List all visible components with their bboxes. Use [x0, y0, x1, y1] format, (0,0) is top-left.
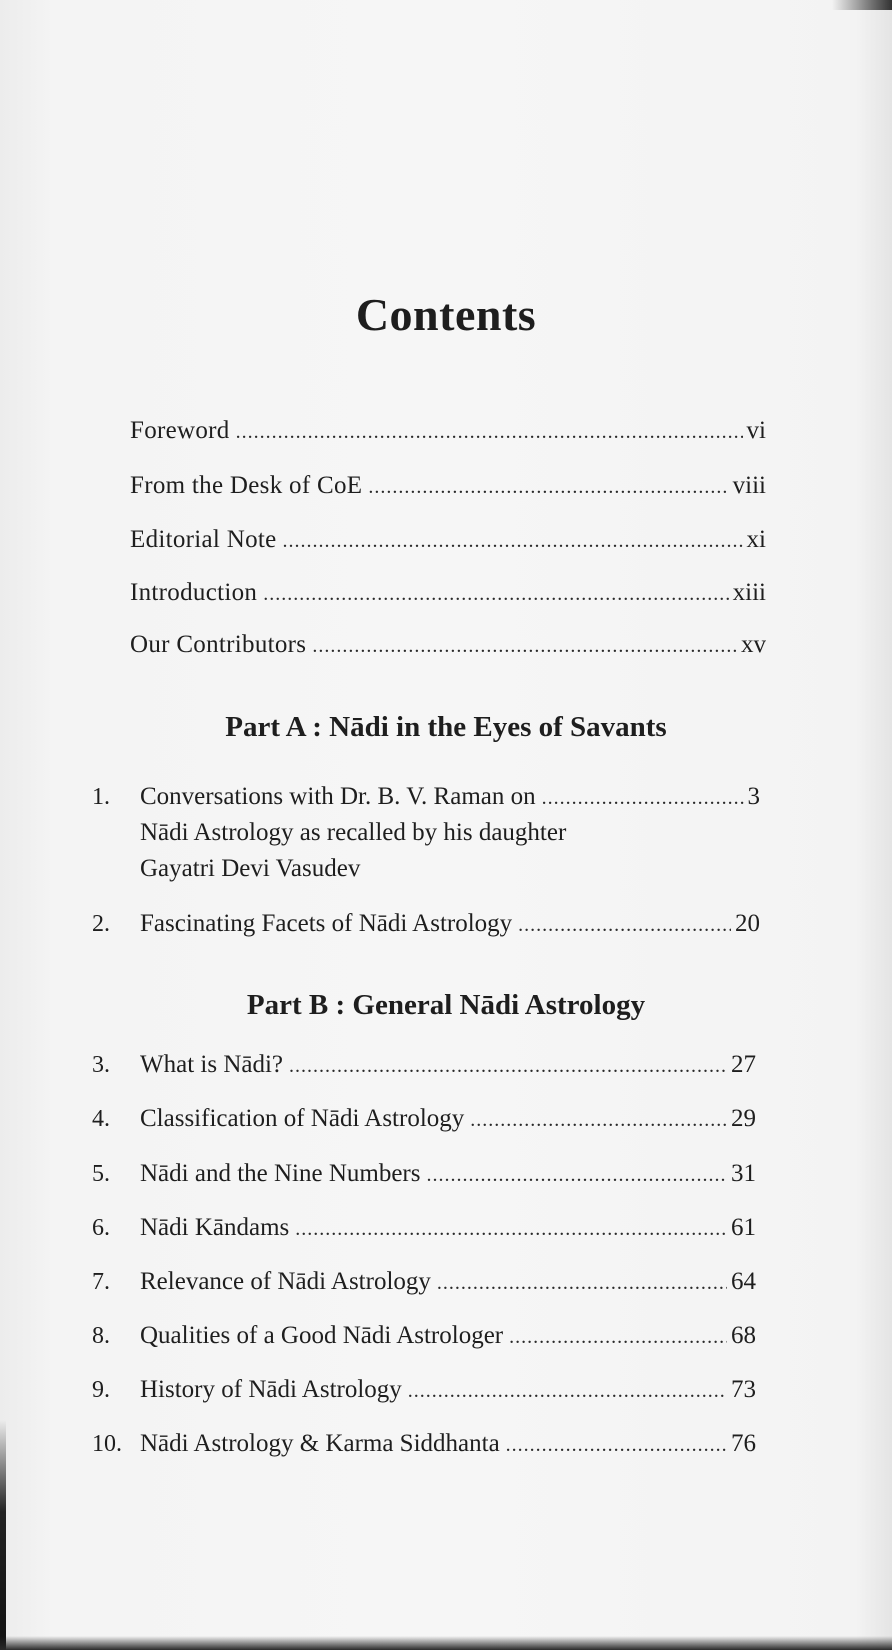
toc-page-number: 76 [731, 1430, 756, 1457]
dot-leader [509, 1320, 727, 1354]
dot-leader [312, 629, 737, 663]
page-edge-shadow [0, 1420, 6, 1650]
toc-entry-title: Nādi and the Nine Numbers [140, 1160, 421, 1187]
toc-entry-number: 2. [92, 911, 110, 937]
toc-page-number: 61 [731, 1214, 756, 1241]
dot-leader [283, 524, 743, 558]
toc-page-number: xiii [732, 579, 766, 606]
toc-entry-editorial-note[interactable] [130, 523, 766, 558]
toc-entry-title: Classification of Nādi Astrology [140, 1105, 465, 1132]
toc-entry-history[interactable] [140, 1373, 756, 1408]
toc-page-number: xi [746, 526, 766, 553]
toc-entry-title: What is Nādi? [140, 1051, 284, 1078]
toc-page-number: 27 [731, 1051, 756, 1078]
toc-entry-number: 9. [92, 1377, 110, 1403]
toc-entry-relevance[interactable] [140, 1265, 756, 1300]
toc-entry-what-is-nadi[interactable] [140, 1048, 756, 1083]
toc-entry-title: Nādi Astrology & Karma Siddhanta [140, 1430, 500, 1457]
toc-entry-title-continued: Nādi Astrology as recalled by his daughter [140, 819, 567, 846]
toc-entry-number: 5. [92, 1161, 110, 1187]
toc-entry-number: 6. [92, 1215, 110, 1241]
toc-page-number: 64 [731, 1268, 756, 1295]
toc-entry-title: Fascinating Facets of Nādi Astrology [140, 910, 513, 937]
toc-entry-title: From the Desk of CoE [130, 472, 363, 499]
toc-entry-number: 4. [92, 1106, 110, 1132]
toc-page-number: 29 [731, 1105, 756, 1132]
toc-entry-title: Conversations with Dr. B. V. Raman on [140, 783, 536, 810]
toc-entry-number: 8. [92, 1323, 110, 1349]
toc-page-number: 20 [735, 910, 760, 937]
toc-page-number: xv [741, 631, 766, 658]
toc-entry-title: Introduction [130, 579, 258, 606]
toc-page-number: vi [746, 417, 766, 444]
dot-leader [470, 1103, 727, 1137]
toc-entry-foreword[interactable] [130, 414, 766, 449]
toc-entry-good-astrologer[interactable] [140, 1319, 756, 1354]
dot-leader [263, 577, 728, 611]
dot-leader [289, 1049, 727, 1083]
toc-page-number: 3 [747, 783, 760, 810]
dot-leader [295, 1212, 727, 1246]
dot-leader [426, 1158, 727, 1192]
toc-entry-number: 10. [92, 1431, 122, 1457]
toc-entry-desk-of-coe[interactable] [130, 469, 766, 504]
toc-entry-title: Our Contributors [130, 631, 307, 658]
dot-leader [236, 415, 743, 449]
toc-page-number: viii [732, 472, 766, 499]
toc-entry-raman-conversations[interactable] [140, 780, 760, 815]
toc-entry-title: Relevance of Nādi Astrology [140, 1268, 431, 1295]
toc-page-number: 68 [731, 1322, 756, 1349]
part-b-heading: Part B : General Nādi Astrology [246, 989, 646, 1021]
toc-entry-nadi-kandams[interactable] [140, 1211, 756, 1246]
toc-entry-title-continued: Gayatri Devi Vasudev [140, 855, 361, 882]
dot-leader [408, 1374, 727, 1408]
contents-title: Contents [355, 289, 537, 340]
toc-entry-number: 1. [92, 784, 110, 810]
toc-entry-introduction[interactable] [130, 576, 766, 611]
part-a-heading: Part A : Nādi in the Eyes of Savants [225, 711, 667, 743]
toc-entry-number: 7. [92, 1269, 110, 1295]
toc-entry-contributors[interactable] [130, 628, 766, 663]
dot-leader [437, 1266, 727, 1300]
dot-leader [518, 908, 731, 942]
toc-entry-title: Editorial Note [130, 526, 277, 553]
toc-entry-title: Nādi Kāndams [140, 1214, 290, 1241]
toc-entry-karma-siddhanta[interactable] [140, 1427, 756, 1462]
toc-page-number: 73 [731, 1376, 756, 1403]
toc-entry-title: Qualities of a Good Nādi Astrologer [140, 1322, 504, 1349]
toc-entry-number: 3. [92, 1052, 110, 1078]
page-edge-shadow [0, 1636, 892, 1650]
toc-entry-title: History of Nādi Astrology [140, 1376, 402, 1403]
dot-leader [506, 1428, 727, 1462]
toc-entry-nine-numbers[interactable] [140, 1157, 756, 1192]
toc-entry-fascinating-facets[interactable] [140, 907, 760, 942]
toc-page-number: 31 [731, 1160, 756, 1187]
dot-leader [542, 781, 744, 815]
dot-leader [368, 470, 728, 504]
page-edge-shadow [832, 0, 892, 10]
toc-entry-title: Foreword [130, 417, 230, 444]
toc-entry-classification[interactable] [140, 1102, 756, 1137]
